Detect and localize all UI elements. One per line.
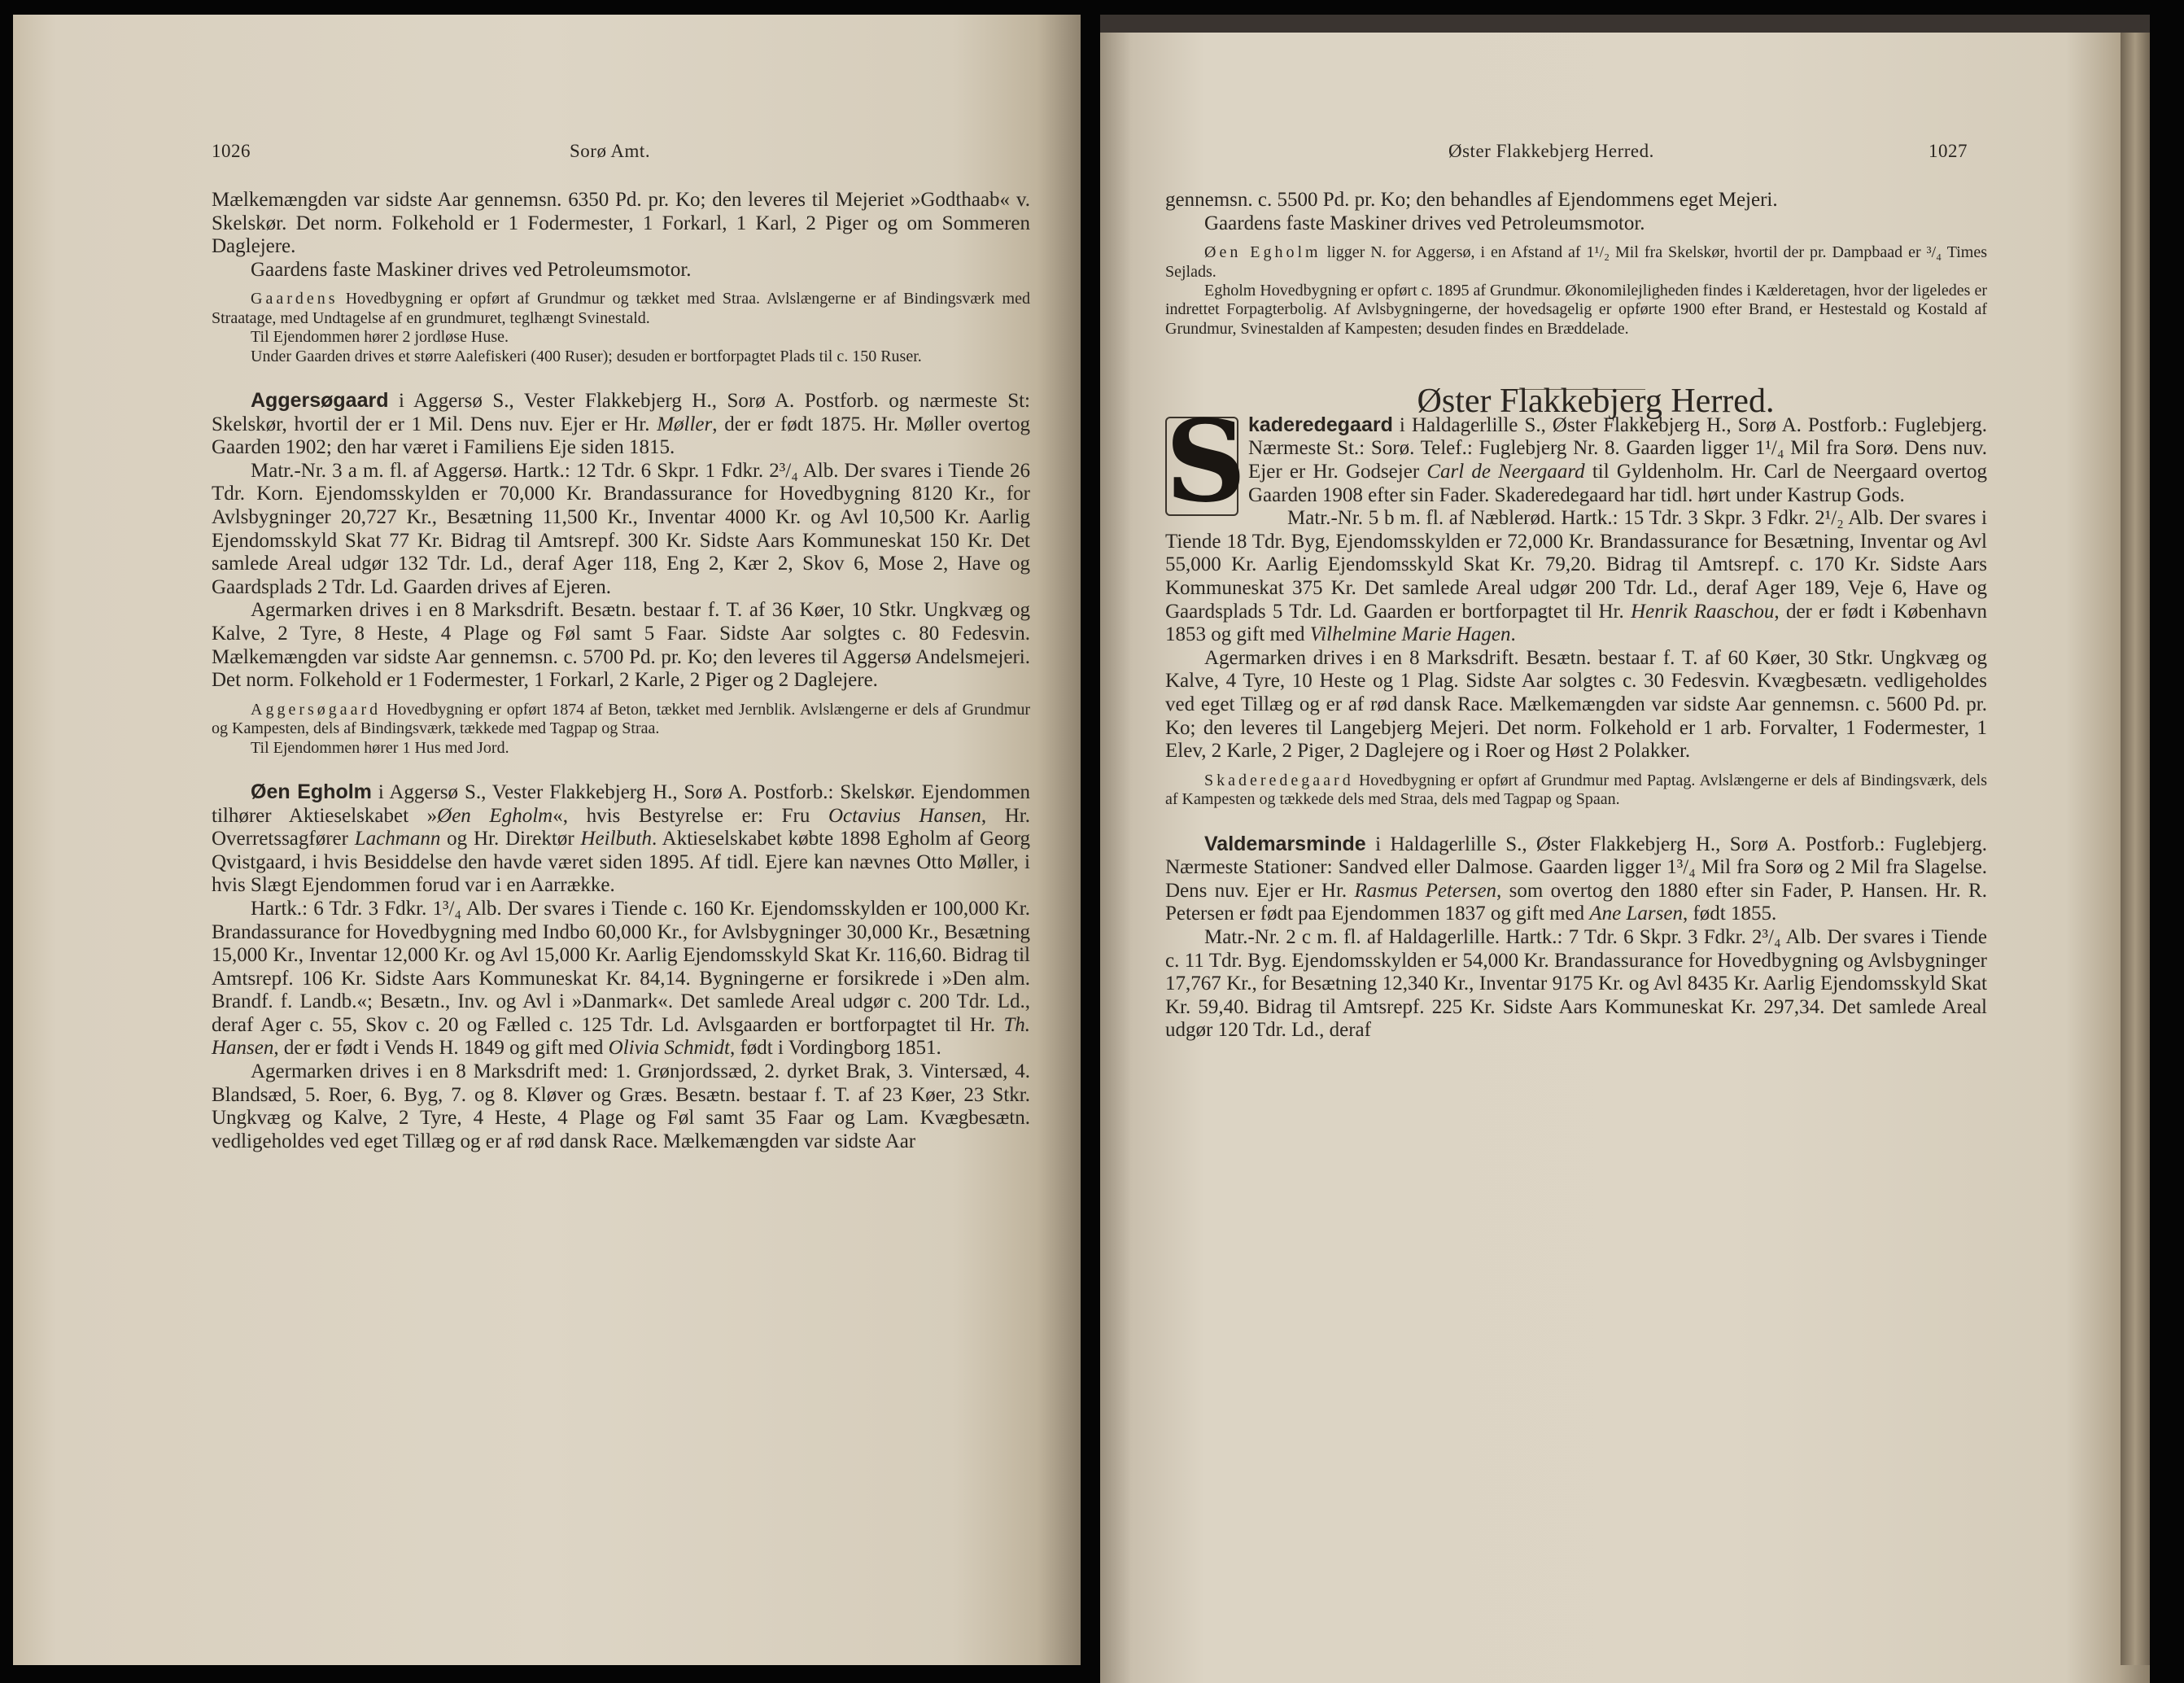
section-title: Øster Flakkebjerg Herred. <box>1417 382 1775 421</box>
text: Matr.-Nr. 5 b m. fl. af Næblerød. Hartk.: 15 Tdr. 3 Skpr. 3 Fdkr. 2¹/₂ Alb. Der svares i Tiende 18 Tdr. Byg, Ejendomsskylden er 72,000 Kr. Brandassurance for Besætning, Inventar og Avl 55,000 Kr. Aarlig Ejendomsskyld Skat Kr. 79,20. Bidrag til Amtsrepf. c. 170 Kr. Sidste Aars Kommuneskat 375 Kr. Det samlede Areal udgør 200 Tdr. Ld., deraf Ager 189, Veje 6, Have og Gaardsplads 5 Tdr. Ld. Gaarden er bortforpagtet til Hr. <box>1165 507 1987 623</box>
small-print-block <box>212 290 1030 366</box>
entry-aggersogaard <box>212 389 1030 460</box>
page-number: 1026 <box>212 141 251 161</box>
text: og Hr. Direktør <box>440 828 581 850</box>
text: i Haldagerlille S., Øster Flakkebjerg H., Sorø A. Postforb.: Fuglebjerg. Nærmeste St.: Sorø. Telef.: Fuglebjerg Nr. 8. Gaarden ligger 1¹/₄ Mil fra Sorø. Dens nuv. Ejer er Hr. Godsejer <box>1248 413 1987 483</box>
right-page <box>1100 15 2150 1683</box>
entry-heading: Øen Egholm <box>251 780 372 803</box>
small-paragraph <box>1165 772 1987 810</box>
text: Hovedbygning er opført af Grundmur med Paptag. Avlslængerne er dels af Bindingsværk, dels af Kampesten og tækkede dels med Straa, dels med Tagpap og Spaan. <box>1165 771 1987 809</box>
company-name: Øen Egholm <box>437 804 553 827</box>
text: til Gyldenholm. Hr. Carl de Neergaard overtog Gaarden 1908 efter sin Fader. Skaderedegaard har tidl. hørt under Kastrup Gods. <box>1248 461 1987 506</box>
person-name: Ane Larsen <box>1589 903 1683 925</box>
text: i Aggersø S., Vester Flakkebjerg H., Sorø A. Postforb.: Skelskør. Ejendommen tilhører Aktieselskabet » <box>212 780 1030 827</box>
small-paragraph: Til Ejendommen hører 2 jordløse Huse. <box>251 328 509 347</box>
text: , der er født i København 1853 og gift med <box>1165 600 1987 646</box>
person-name: Henrik Raaschou <box>1631 600 1775 623</box>
person-name: Vilhelmine Marie Hagen <box>1309 623 1511 646</box>
running-head: Øster Flakkebjerg Herred. <box>1448 141 1654 161</box>
person-name: Heilbuth <box>580 828 652 850</box>
text: . <box>1510 623 1516 646</box>
drop-cap-letter: S <box>1165 394 1247 527</box>
person-name: Lachmann <box>354 828 441 850</box>
book-edge <box>2121 33 2150 1665</box>
spaced-text: Gaardens <box>251 290 339 308</box>
small-paragraph: Til Ejendommen hører 1 Hus med Jord. <box>251 738 509 757</box>
spaced-text: Aggersøgaard <box>251 700 382 719</box>
small-print-block <box>212 701 1030 758</box>
paragraph: Agermarken drives i en 8 Marksdrift. Besætn. bestaar f. T. af 36 Køer, 10 Stkr. Ungkvæg og Kalve, 2 Tyre, 8 Heste, 4 Plage og Føl samt 5 Faar. Sidste Aar solgtes c. 80 Fedesvin. Mælkemængden var sidste Aar gennemsn. c. 5700 Pd. pr. Ko; den leveres til Aggersø Andelsmejeri. Det norm. Folkehold er 1 Fodermester, 1 Forkarl, 2 Karle, 2 Piger og 2 Daglejere. <box>212 599 1030 692</box>
paragraph: Gaardens faste Maskiner drives ved Petroleumsmotor. <box>251 258 692 281</box>
text: , født i Vordingborg 1851. <box>729 1037 941 1060</box>
text: Hovedbygning er opført af Grundmur og tækket med Straa. Avlslængerne er af Bindingsværk med Straatage, med Undtagelse af en grundmuret, teglhængt Svinestald. <box>212 290 1030 327</box>
text: Hovedbygning er opført 1874 af Beton, tækket med Jernblik. Avlslængerne er dels af Grundmur og Kampesten, dels af Bindingsværk, tækkede med Tagpap og Straa. <box>212 700 1030 738</box>
owner-name: Rasmus Petersen <box>1354 879 1497 902</box>
entry-heading: Aggersøgaard <box>251 389 389 412</box>
entry-heading: kaderedegaard <box>1248 413 1393 436</box>
text: i Aggersø S., Vester Flakkebjerg H., Sorø A. Postforb. og nærmeste St: Skelskør, hvortil der er 1 Mil. Dens nuv. Ejer er Hr. <box>212 390 1030 435</box>
owner-name: Møller <box>657 413 713 435</box>
drop-cap <box>1165 394 1247 527</box>
entry-heading: Valdemarsminde <box>1204 832 1366 855</box>
paragraph: Matr.-Nr. 3 a m. fl. af Aggersø. Hartk.: 12 Tdr. 6 Skpr. 1 Fdkr. 2³/₄ Alb. Der svares i Tiende 26 Tdr. Korn. Ejendomsskylden er 70,000 Kr. Brandassurance for Hovedbygning 8120 Kr., for Avlsbygninger 20,727 Kr., Besætning 11,500 Kr., Inventar 4000 Kr. og Avl 10,500 Kr. Aarlig Ejendomsskyld Skat 77 Kr. Bidrag til Amtsrepf. 300 Kr. Sidste Aars Kommuneskat 150 Kr. Det samlede Areal udgør 132 Tdr. Ld., deraf Ager 118, Eng 2, Kær 2, Skov 6, Mose 2, Have og Gaardsplads 2 Tdr. Ld. Gaarden drives af Ejeren. <box>212 459 1030 598</box>
text-column <box>1165 189 1987 1043</box>
small-paragraph <box>212 290 1030 328</box>
paragraph: Agermarken drives i en 8 Marksdrift med: 1. Grønjordssæd, 2. dyrket Brak, 3. Vintersæd, 4. Blandsæd, 5. Roer, 6. Byg, 7. og 8. Kløver og Græs. Besætn. bestaar f. T. af 23 Køer, 23 Stkr. Ungkvæg og Kalve, 2 Tyre, 4 Heste, 4 Plage og Føl samt 35 Faar og Lam. Kvægbesætn. vedligeholdes ved eget Tillæg og er af rød dansk Race. Mælkemængden var sidste Aar <box>212 1060 1030 1152</box>
left-page <box>13 15 1081 1665</box>
text: «, hvis Bestyrelse er: Fru <box>553 804 828 827</box>
running-head: Sorø Amt. <box>570 141 651 161</box>
person-name: Octavius Hansen <box>828 804 981 827</box>
small-paragraph: Under Gaarden drives et større Aalefiskeri (400 Ruser); desuden er bortforpagtet Plads til c. 150 Ruser. <box>251 347 922 365</box>
small-print-block <box>1165 772 1987 810</box>
small-paragraph <box>1165 243 1987 282</box>
spaced-text: Øen Egholm <box>1204 243 1321 262</box>
person-name: Olivia Schmidt <box>608 1037 730 1060</box>
owner-name: Carl de Neergaard <box>1426 461 1585 483</box>
paragraph <box>212 898 1030 1060</box>
small-paragraph: Egholm Hovedbygning er opført c. 1895 af Grundmur. Økonomilejligheden findes i Kælderetagen, hvor der ligeledes er indrettet Forpagterbolig. Af Avlsbygningerne, der hovedsagelig er opførte 1900 efter Brand, er Hestestald og Kostald af Grundmur, Svinestalden af Kampesten; desuden findes en Bræddelade. <box>1165 282 1987 338</box>
entry-valdemarsminde <box>1165 833 1987 926</box>
text: Hartk.: 6 Tdr. 3 Fdkr. 1³/₄ Alb. Der svares i Tiende c. 160 Kr. Ejendomsskylden er 100,000 Kr. Brandassurance for Hovedbygning med Indbo 60,000 Kr., for Avlsbygninger 30,000 Kr., Besætning 15,000 Kr., Inventar 12,000 Kr. og Avl 15,000 Kr. Aarlig Ejendomsskyld Skat Kr. 116,60. Bidrag til Amtsrepf. 106 Kr. Sidste Aars Kommuneskat Kr. 84,14. Bygningerne er forsikrede i »Den alm. Brandf. f. Landb.«; Besætn., Inv. og Avl i »Danmark«. Det samlede Areal udgør c. 200 Tdr. Ld., deraf Ager c. 55, Skov c. 20 og Fælled c. 125 Tdr. Ld. Avlsgaarden er bortforpagtet til Hr. <box>212 897 1030 1036</box>
text: , Hr. Overretssagfører <box>212 804 1031 850</box>
small-paragraph <box>212 701 1030 739</box>
person-name: Th. Hansen <box>212 1013 1030 1060</box>
text: i Haldagerlille S., Øster Flakkebjerg H., Sorø A. Postforb.: Fuglebjerg. Nærmeste Stationer: Sandved eller Dalmose. Gaarden ligger 1³/₄ Mil fra Sorø og 2 Mil fra Slagelse. Dens nuv. Ejer er Hr. <box>1165 833 1987 902</box>
text: , født 1855. <box>1682 903 1777 925</box>
entry-egholm <box>212 780 1030 898</box>
text: ligger N. for Aggersø, i en Afstand af 1¹/₂ Mil fra Skelskør, hvortil der pr. Dampbaad er ³/₄ Times Sejlads. <box>1165 243 1988 281</box>
paragraph <box>1165 507 1987 647</box>
paragraph: Mælkemængden var sidste Aar gennemsn. 6350 Pd. pr. Ko; den leveres til Mejeriet »Godthaab« v. Skelskør. Det norm. Folkehold er 1 Fodermester, 1 Forkarl, 1 Karl, 2 Piger og om Sommeren Daglejere. <box>212 189 1030 258</box>
spaced-text: Skaderedegaard <box>1204 771 1354 789</box>
page-number: 1027 <box>1928 141 1968 161</box>
text: , som overtog den 1880 efter sin Fader, P. Hansen. Hr. R. Petersen er født paa Ejendommen 1837 og gift med <box>1165 879 1987 925</box>
text: , der er født 1875. Hr. Møller overtog Gaarden 1902; den har været i Familiens Eje siden 1815. <box>212 413 1030 459</box>
small-print-block <box>1165 243 1987 339</box>
paragraph: gennemsn. c. 5500 Pd. pr. Ko; den behandles af Ejendommens eget Mejeri. <box>1165 189 1778 211</box>
text-column <box>212 189 1030 1153</box>
paragraph: Agermarken drives i en 8 Marksdrift. Besætn. bestaar f. T. af 60 Køer, 30 Stkr. Ungkvæg og Kalve, 4 Tyre, 10 Heste og 1 Plag. Sidste Aar solgtes c. 30 Fedesvin. Kvægbesætn. vedligeholdes ved eget Tillæg og er af rød dansk Race. Mælkemængden var sidste Aar gennemsn. c. 5600 Pd. pr. Ko; den leveres til Langebjerg Mejeri. Det norm. Folkehold er 1 arb. Forvalter, 1 Fodermester, 1 Elev, 2 Karle, 2 Piger, 2 Daglejere og i Roer og Høst 2 Polakker. <box>1165 646 1987 763</box>
text: , der er født i Vends H. 1849 og gift med <box>273 1037 609 1060</box>
text: . Aktieselskabet købte 1898 Egholm af Georg Qvistgaard, i hvis Besiddelse den havde været siden 1895. Af tidl. Ejere kan nævnes Otto Møller, i hvis Slægt Ejendommen forud var i en Aarrække. <box>212 828 1031 897</box>
paragraph: Gaardens faste Maskiner drives ved Petroleumsmotor. <box>1204 212 1645 234</box>
paragraph: Matr.-Nr. 2 c m. fl. af Haldagerlille. Hartk.: 7 Tdr. 6 Skpr. 3 Fdkr. 2³/₄ Alb. Der svares i Tiende c. 11 Tdr. Byg. Ejendomsskylden er 54,000 Kr. Brandassurance for Hovedbygning og Avlsbygninger 17,767 Kr., for Besætning 12,340 Kr., Inventar 9175 Kr. og Avl 8435 Kr. Aarlig Ejendomsskyld Skat Kr. 59,40. Bidrag til Amtsrepf. 225 Kr. Sidste Aars Kommuneskat Kr. 297,34. Det samlede Areal udgør 120 Tdr. Ld., deraf <box>1165 925 1987 1042</box>
